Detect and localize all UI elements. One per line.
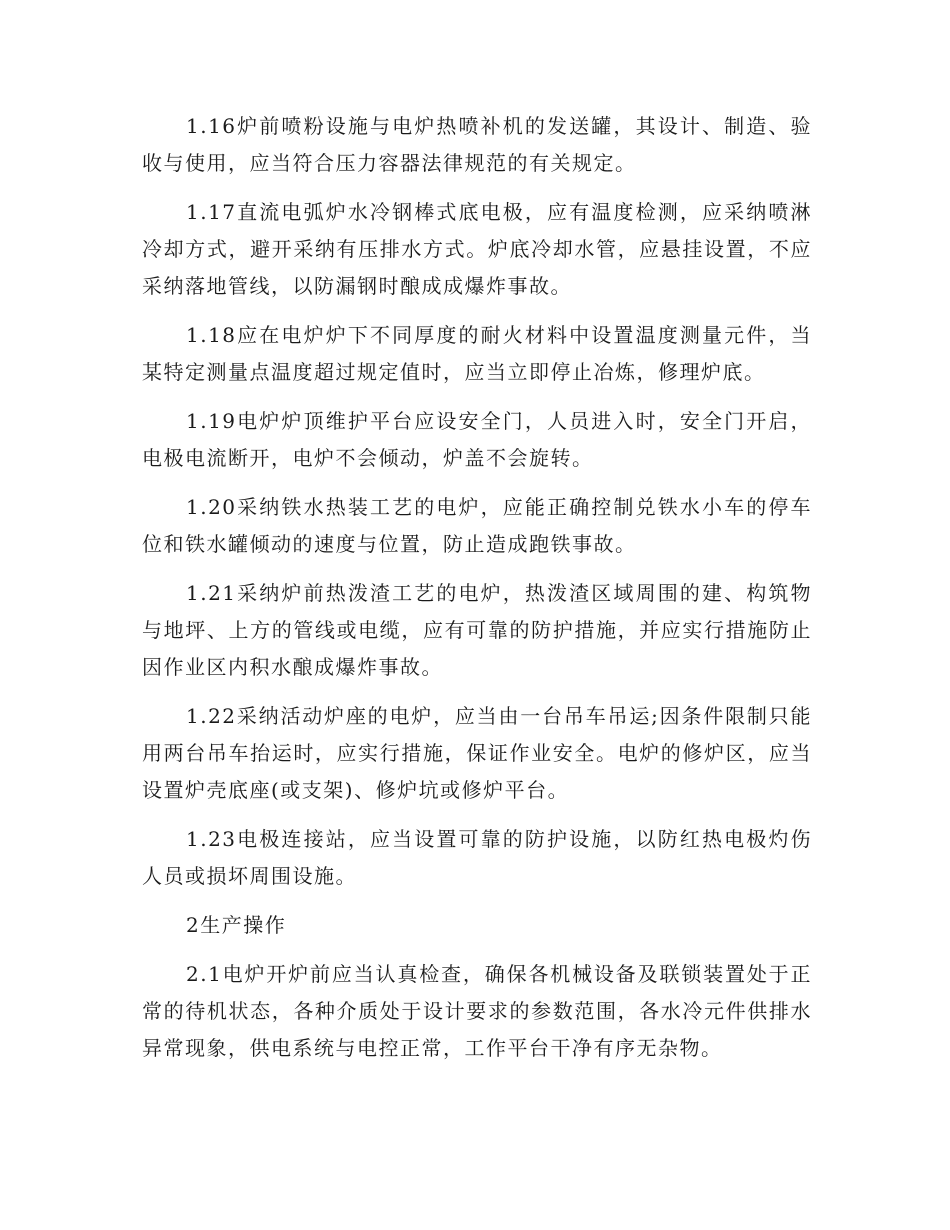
- paragraph-1-17: 1.17直流电弧炉水冷钢棒式底电极，应有温度检测，应采纳喷淋冷却方式，避开采纳有压排水方式。炉底冷却水管，应悬挂设置，不应采纳落地管线，以防漏钢时酿成成爆炸事故。: [142, 200, 812, 298]
- paragraph-1-22: 1.22采纳活动炉座的电炉，应当由一台吊车吊运;因条件限制只能用两台吊车抬运时，应实行措施，保证作业安全。电炉的修炉区，应当设置炉壳底座(或支架)、修炉坑或修炉平台。: [142, 704, 812, 802]
- paragraph-1-19: 1.19电炉炉顶维护平台应设安全门，人员进入时，安全门开启，电极电流断开，电炉不会倾动，炉盖不会旋转。: [142, 409, 812, 470]
- paragraph-1-16: 1.16炉前喷粉设施与电炉热喷补机的发送罐，其设计、制造、验收与使用，应当符合压力容器法律规范的有关规定。: [142, 114, 812, 175]
- paragraph-1-20: 1.20采纳铁水热装工艺的电炉，应能正确控制兑铁水小车的停车位和铁水罐倾动的速度与位置，防止造成跑铁事故。: [142, 495, 812, 556]
- document-body: [142, 108, 812, 1079]
- paragraph-2-1: 2.1电炉开炉前应当认真检查，确保各机械设备及联锁装置处于正常的待机状态，各种介质处于设计要求的参数范围，各水冷元件供排水异常现象，供电系统与电控正常，工作平台干净有序无杂物。: [142, 962, 812, 1060]
- paragraph-1-18: 1.18应在电炉炉下不同厚度的耐火材料中设置温度测量元件，当某特定测量点温度超过规定值时，应当立即停止冶炼，修理炉底。: [142, 323, 812, 384]
- section-heading-production-operation: 2生产操作: [186, 913, 287, 937]
- paragraph-1-23: 1.23电极连接站，应当设置可靠的防护设施，以防红热电极灼伤人员或损坏周围设施。: [142, 827, 812, 888]
- paragraph-1-21: 1.21采纳炉前热泼渣工艺的电炉，热泼渣区域周围的建、构筑物与地坪、上方的管线或电缆，应有可靠的防护措施，并应实行措施防止因作业区内积水酿成爆炸事故。: [142, 581, 812, 679]
